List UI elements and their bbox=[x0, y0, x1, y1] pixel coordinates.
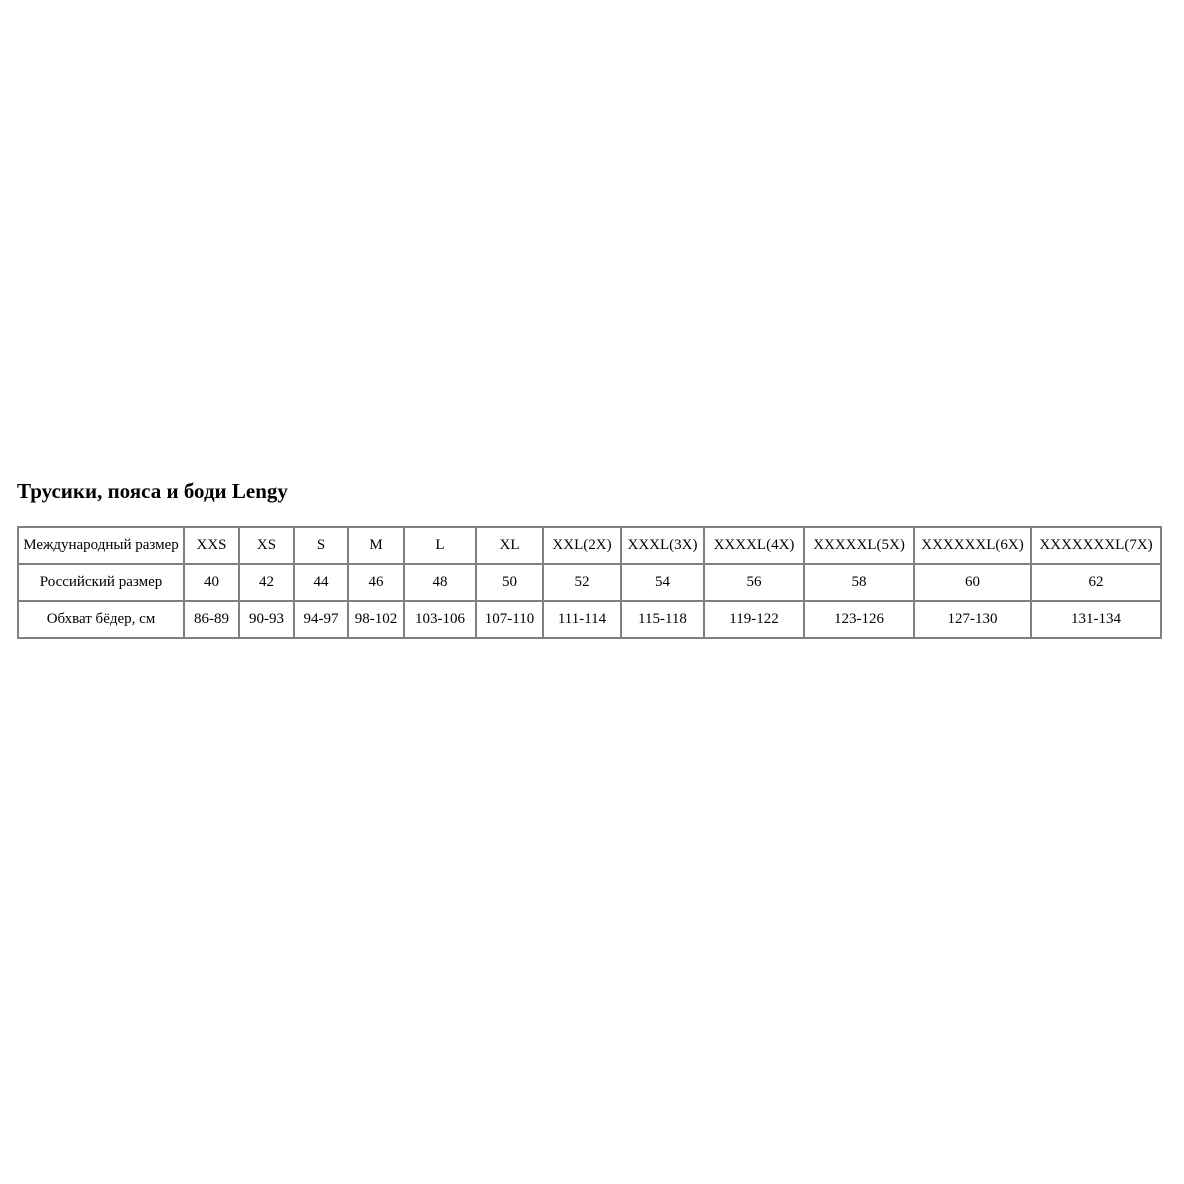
size-cell: 123-126 bbox=[804, 601, 914, 638]
size-cell: 58 bbox=[804, 564, 914, 601]
size-cell: XL bbox=[476, 527, 543, 564]
table-row bbox=[18, 564, 1161, 601]
row-label: Международный размер bbox=[18, 527, 184, 564]
size-cell: XXXL(3X) bbox=[621, 527, 704, 564]
size-cell: XXXXXXXL(7X) bbox=[1031, 527, 1161, 564]
row-label: Российский размер bbox=[18, 564, 184, 601]
size-cell: 54 bbox=[621, 564, 704, 601]
size-cell: 111-114 bbox=[543, 601, 621, 638]
size-cell: 94-97 bbox=[294, 601, 348, 638]
size-cell: 86-89 bbox=[184, 601, 239, 638]
page-title: Трусики, пояса и боди Lengy bbox=[17, 479, 288, 503]
table-row bbox=[18, 527, 1161, 564]
size-cell: 46 bbox=[348, 564, 404, 601]
size-cell: 44 bbox=[294, 564, 348, 601]
size-cell: 90-93 bbox=[239, 601, 294, 638]
size-cell: XS bbox=[239, 527, 294, 564]
size-cell: M bbox=[348, 527, 404, 564]
size-cell: 131-134 bbox=[1031, 601, 1161, 638]
size-cell: 50 bbox=[476, 564, 543, 601]
size-cell: 127-130 bbox=[914, 601, 1031, 638]
size-table-body bbox=[18, 527, 1161, 638]
size-cell: 48 bbox=[404, 564, 476, 601]
size-cell: XXXXXXL(6X) bbox=[914, 527, 1031, 564]
size-cell: 103-106 bbox=[404, 601, 476, 638]
size-cell: XXL(2X) bbox=[543, 527, 621, 564]
size-chart-table bbox=[17, 526, 1162, 639]
size-cell: S bbox=[294, 527, 348, 564]
size-cell: 42 bbox=[239, 564, 294, 601]
size-cell: 60 bbox=[914, 564, 1031, 601]
size-cell: 119-122 bbox=[704, 601, 804, 638]
size-cell: 115-118 bbox=[621, 601, 704, 638]
row-label: Обхват бёдер, см bbox=[18, 601, 184, 638]
size-cell: 98-102 bbox=[348, 601, 404, 638]
size-cell: 56 bbox=[704, 564, 804, 601]
size-cell: L bbox=[404, 527, 476, 564]
size-cell: 40 bbox=[184, 564, 239, 601]
size-cell: XXS bbox=[184, 527, 239, 564]
size-cell: 62 bbox=[1031, 564, 1161, 601]
size-cell: XXXXL(4X) bbox=[704, 527, 804, 564]
size-cell: 52 bbox=[543, 564, 621, 601]
table-row bbox=[18, 601, 1161, 638]
size-cell: 107-110 bbox=[476, 601, 543, 638]
size-cell: XXXXXL(5X) bbox=[804, 527, 914, 564]
